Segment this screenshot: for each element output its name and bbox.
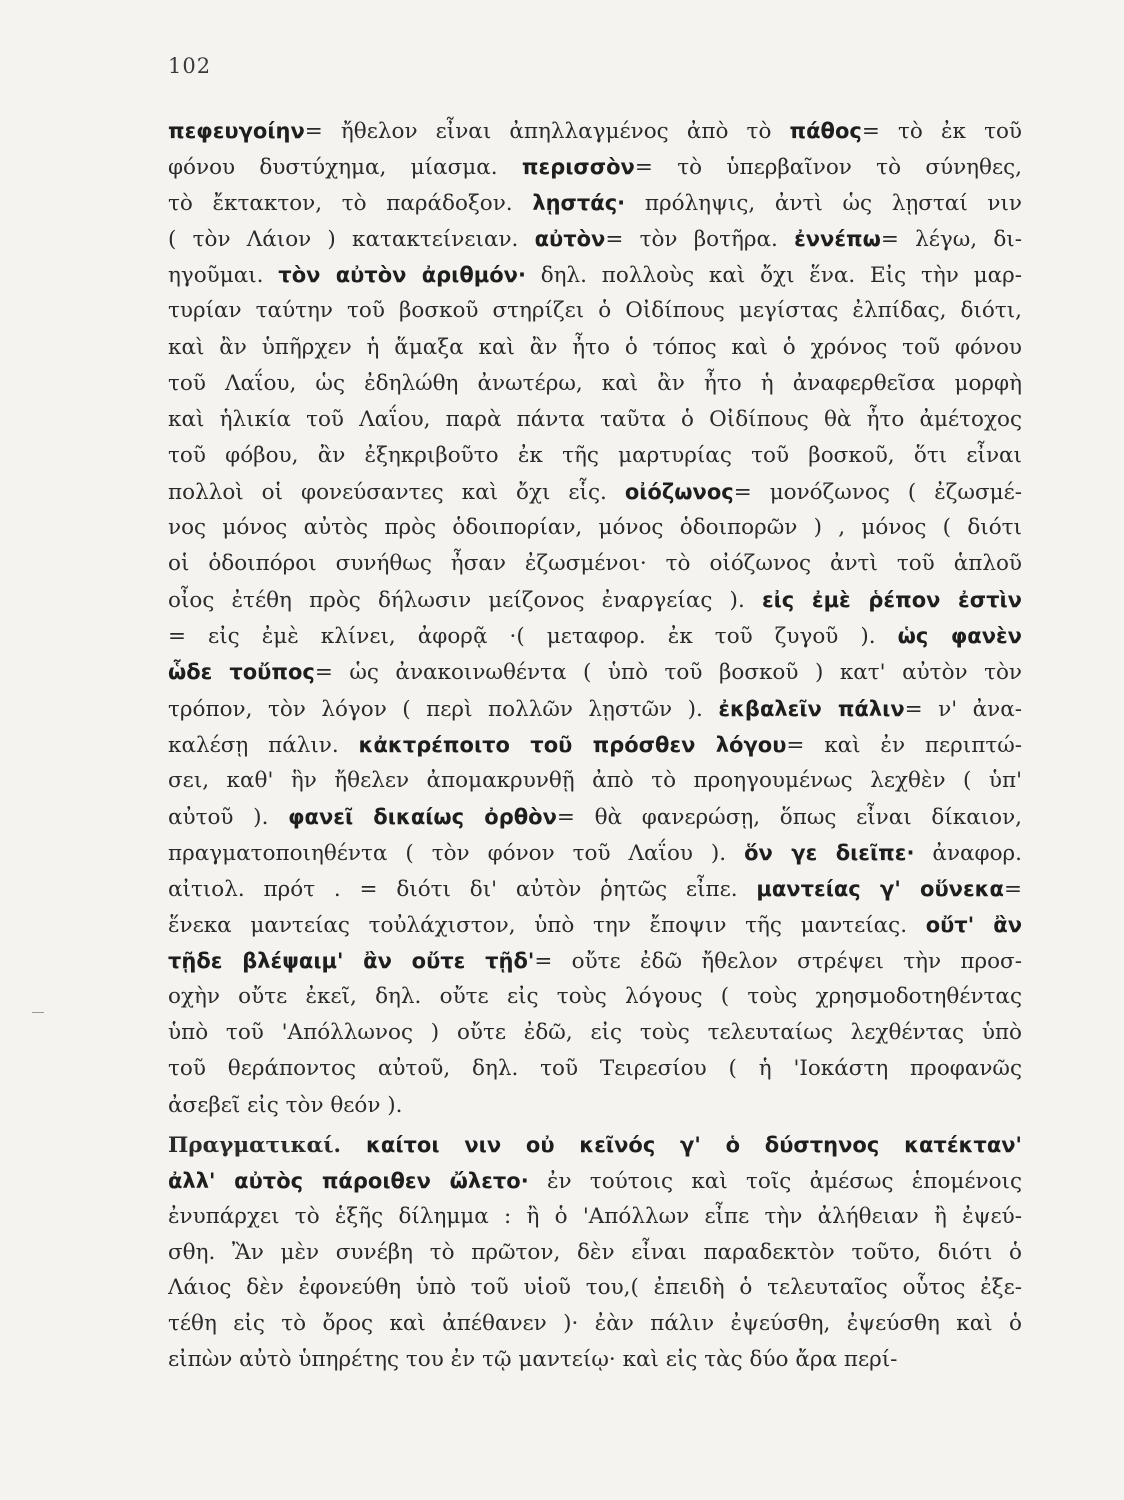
lemma-term: λῃστάς· bbox=[532, 191, 626, 216]
text-segment: = bbox=[1004, 876, 1022, 902]
lemma-term: πάθος bbox=[789, 119, 862, 143]
margin-mark bbox=[32, 1012, 44, 1013]
text-segment: ἀσεβεῖ εἰς τὸν θεόν ). bbox=[168, 1092, 403, 1118]
text-line bbox=[168, 474, 1022, 510]
lemma-term: φανεῖ δικαίως ὀρθὸν bbox=[288, 804, 557, 829]
text-line bbox=[168, 257, 1022, 293]
lemma-term: μαντείας γ' οὕνεκα bbox=[756, 876, 1004, 901]
text-segment: ἀναφορ. bbox=[914, 840, 1022, 866]
text-segment: τοῦ Λαΐου, ὡς ἐδηλώθη ἀνωτέρω, καὶ ἂν ἦτο ἡ ἀναφερθεῖσα μορφὴ bbox=[168, 370, 1022, 396]
text-line bbox=[168, 835, 1022, 871]
text-segment: τοῦ φόβου, ἂν ἐξηκριβοῦτο ἐκ τῆς μαρτυρίας τοῦ βοσκοῦ, ὅτι εἶναι bbox=[168, 442, 1022, 468]
text-line bbox=[168, 1306, 1022, 1342]
text-line bbox=[168, 1199, 1022, 1235]
text-segment: = τὸν βοτῆρα. bbox=[605, 227, 795, 253]
text-line bbox=[168, 330, 1022, 366]
text-line bbox=[168, 221, 1022, 257]
text-segment: = λέγω, δι- bbox=[880, 227, 1022, 253]
text-line bbox=[168, 149, 1022, 185]
text-segment: = ὡς ἀνακοινωθέντα ( ὑπὸ τοῦ βοσκοῦ ) κατ' αὐτὸν τὸν bbox=[314, 660, 1022, 686]
text-segment: οἶος ἐτέθη πρὸς δήλωσιν μείζονος ἐναργείας ). bbox=[168, 588, 762, 614]
lemma-term: τὸν αὐτὸν ἀριθμόν· bbox=[278, 263, 526, 288]
text-segment: τυρίαν ταύτην τοῦ βοσκοῦ στηρίζει ὁ Οἰδίπους μεγίστας ἐλπίδας, διότι, bbox=[168, 298, 1022, 324]
text-segment: οχὴν οὔτε ἐκεῖ, δηλ. οὔτε εἰς τοὺς λόγους ( τοὺς χρησμοδοτηθέντας bbox=[168, 984, 1022, 1010]
text-line bbox=[168, 1270, 1022, 1306]
text-segment: τοῦ θεράποντος αὐτοῦ, δηλ. τοῦ Τειρεσίου ( ἡ 'Ιοκάστη προφανῶς bbox=[168, 1056, 1022, 1082]
text-segment: τέθη εἰς τὸ ὄρος καὶ ἀπέθανεν )· ἐὰν πάλιν ἐψεύσθη, ἐψεύσθη καὶ ὁ bbox=[168, 1310, 1022, 1336]
text-segment: σθη. Ἂν μὲν συνέβη τὸ πρῶτον, δὲν εἶναι παραδεκτὸν τοῦτο, διότι ὁ bbox=[168, 1239, 1022, 1265]
lemma-term: ὡς φανὲν bbox=[897, 624, 1022, 649]
text-segment: Λάιος δὲν ἐφονεύθη ὑπὸ τοῦ υἱοῦ του,( ἐπειδὴ ὁ τελευταῖος οὗτος ἐξε- bbox=[168, 1275, 1022, 1301]
text-segment: = καὶ ἐν περιπτώ- bbox=[786, 732, 1022, 758]
text-line bbox=[168, 979, 1022, 1015]
text-line bbox=[168, 943, 1022, 979]
text-segment: = τὸ ὑπερβαῖνον τὸ σύνηθες, bbox=[634, 155, 1022, 181]
lemma-term: οἰόζωνος bbox=[624, 479, 734, 504]
lemma-term: περισσὸν bbox=[521, 155, 635, 180]
text-segment: τρόπον, τὸν λόγον ( περὶ πολλῶν λῃστῶν ). bbox=[168, 696, 719, 722]
text-segment: ηγοῦμαι. bbox=[168, 263, 279, 289]
text-line bbox=[168, 871, 1022, 907]
page-number: 102 bbox=[168, 54, 212, 78]
text-segment: = εἰς ἐμὲ κλίνει, ἀφορᾷ ·( μεταφορ. ἐκ τοῦ ζυγοῦ ). bbox=[168, 624, 898, 650]
lemma-term: ἀλλ' αὐτὸς πάροιθεν ὤλετο· bbox=[168, 1168, 529, 1193]
text-line bbox=[168, 1051, 1022, 1087]
text-segment: καὶ ἂν ὑπῆρχεν ἡ ἅμαξα καὶ ἂν ἦτο ὁ τόπος καὶ ὁ χρόνος τοῦ φόνου bbox=[168, 334, 1022, 360]
text-segment: σει, καθ' ἣν ἤθελεν ἀπομακρυνθῇ ἀπὸ τὸ προηγουμένως λεχθὲν ( ὑπ' bbox=[168, 767, 1022, 793]
text-line bbox=[168, 1342, 1022, 1378]
text-line bbox=[168, 1015, 1022, 1051]
text-segment: ἐν τούτοις καὶ τοῖς ἀμέσως ἑπομένοις bbox=[528, 1168, 1022, 1194]
text-line bbox=[168, 799, 1022, 835]
text-line bbox=[168, 907, 1022, 943]
text-line bbox=[168, 691, 1022, 727]
text-segment: = τὸ ἐκ τοῦ bbox=[861, 119, 1022, 144]
text-segment: ( τὸν Λάιον ) κατακτείνειαν. bbox=[168, 227, 535, 253]
text-segment: νος μόνος αὐτὸς πρὸς ὁδοιπορίαν, μόνος ὁδοιπορῶν ) , μόνος ( διότι bbox=[168, 515, 1022, 541]
lemma-term: κἀκτρέποιτο τοῦ πρόσθεν λόγου bbox=[358, 732, 787, 757]
paragraph-commentary bbox=[168, 113, 1022, 1124]
lemma-term: οὔτ' ἂν bbox=[925, 913, 1022, 938]
text-line bbox=[168, 1235, 1022, 1271]
text-line bbox=[168, 438, 1022, 474]
text-line bbox=[168, 618, 1022, 654]
paragraph-pragmatikai bbox=[168, 1128, 1022, 1377]
text-line bbox=[168, 1088, 1022, 1124]
text-segment: ἐνυπάρχει τὸ ἑξῆς δίλημμα : ἢ ὁ 'Απόλλων εἶπε τὴν ἀλήθειαν ἢ ἐψεύ- bbox=[168, 1204, 1022, 1230]
text-line bbox=[168, 510, 1022, 546]
text-line bbox=[168, 1128, 1022, 1164]
text-segment: ὑπὸ τοῦ 'Απόλλωνος ) οὔτε ἐδῶ, εἰς τοὺς τελευταίως λεχθέντας ὑπὸ bbox=[168, 1020, 1022, 1046]
text-segment: ἕνεκα μαντείας τοὐλάχιστον, ὑπὸ την ἔποψιν τῆς μαντείας. bbox=[168, 913, 926, 939]
text-line bbox=[168, 113, 1022, 149]
text-segment: καλέσῃ πάλιν. bbox=[168, 732, 359, 758]
text-segment: = θὰ φανερώσῃ, ὅπως εἶναι δίκαιον, bbox=[556, 804, 1022, 830]
lemma-term: τῇδε βλέψαιμ' ἂν οὔτε τῇδ' bbox=[168, 949, 535, 974]
text-segment: οἱ ὁδοιπόροι συνήθως ἦσαν ἐζωσμένοι· τὸ οἰόζωνος ἀντὶ τοῦ ἁπλοῦ bbox=[168, 551, 1022, 577]
lemma-term: καίτοι νιν οὐ κεῖνός γ' ὁ δύστηνος κατέκταν' bbox=[366, 1133, 1022, 1157]
text-segment: δηλ. πολλοὺς καὶ ὄχι ἕνα. Εἰς τὴν μαρ- bbox=[525, 263, 1022, 289]
text-line bbox=[168, 1164, 1022, 1200]
lemma-term: ὧδε τοὔπος bbox=[168, 660, 315, 685]
text-segment: = ν' ἀνα- bbox=[904, 696, 1022, 722]
text-segment: πραγματοποιηθέντα ( τὸν φόνον τοῦ Λαΐου ). bbox=[168, 840, 745, 866]
lemma-term: πεφευγοίην bbox=[168, 119, 305, 143]
text-line bbox=[168, 546, 1022, 582]
text-line bbox=[168, 727, 1022, 763]
text-segment: αὐτοῦ ). bbox=[168, 804, 289, 830]
text-segment: τὸ ἔκτακτον, τὸ παράδοξον. bbox=[168, 191, 533, 217]
text-segment: πολλοὶ οἱ φονεύσαντες καὶ ὄχι εἷς. bbox=[168, 479, 625, 505]
text-line bbox=[168, 654, 1022, 690]
lemma-term: ὅν γε διεῖπε· bbox=[744, 840, 915, 865]
lemma-term: αὐτὸν bbox=[534, 227, 606, 252]
text-line bbox=[168, 185, 1022, 221]
text-segment: καὶ ἡλικία τοῦ Λαΐου, παρὰ πάντα ταῦτα ὁ Οἰδίπους θὰ ἦτο ἀμέτοχος bbox=[168, 406, 1022, 432]
text-line bbox=[168, 582, 1022, 618]
text-line bbox=[168, 402, 1022, 438]
text-segment: φόνου δυστύχημα, μίασμα. bbox=[168, 155, 522, 181]
section-heading: Πραγματικαί. bbox=[168, 1133, 366, 1158]
lemma-term: ἐκβαλεῖν πάλιν bbox=[718, 696, 905, 721]
text-line bbox=[168, 763, 1022, 799]
text-segment: = οὔτε ἐδῶ ἤθελον στρέψει τὴν προσ- bbox=[534, 949, 1022, 975]
lemma-term: εἰς ἐμὲ ῥέπον ἐστὶν bbox=[761, 588, 1022, 613]
text-segment: πρόληψις, ἀντὶ ὡς λῃσταί νιν bbox=[625, 191, 1022, 217]
text-segment: εἰπὼν αὐτὸ ὑπηρέτης του ἐν τῷ μαντείῳ· καὶ εἰς τὰς δύο ἄρα περί- bbox=[168, 1346, 898, 1372]
text-segment: αἰτιολ. πρότ . = διότι δι' αὐτὸν ῥητῶς εἶπε. bbox=[168, 876, 757, 902]
text-line bbox=[168, 366, 1022, 402]
text-segment: = μονόζωνος ( ἐζωσμέ- bbox=[733, 479, 1022, 505]
text-line bbox=[168, 293, 1022, 329]
lemma-term: ἐννέπω bbox=[794, 227, 881, 252]
text-segment: = ἤθελον εἶναι ἀπηλλαγμένος ἀπὸ τὸ bbox=[304, 119, 790, 144]
